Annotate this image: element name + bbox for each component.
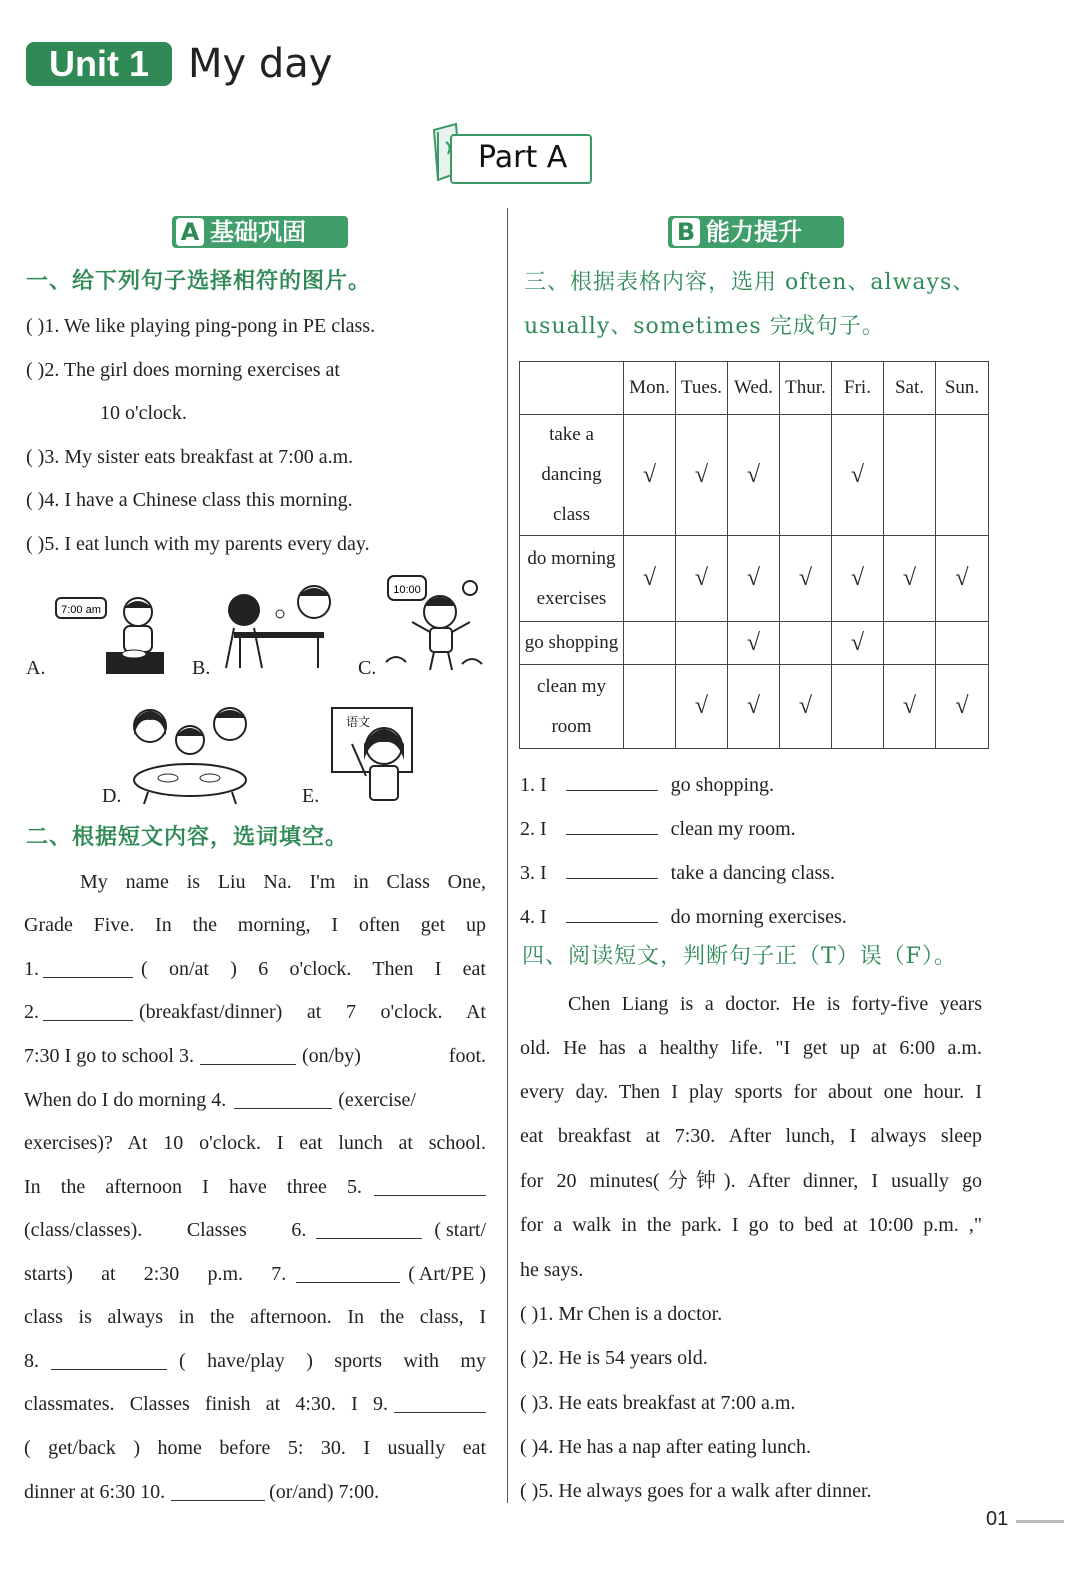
- day-header: Sun.: [936, 362, 989, 415]
- q2-line-4: [24, 998, 486, 1026]
- q4-passage-line-7: he says.: [520, 1259, 584, 1281]
- q2-line-6-post: (exercise/: [338, 1089, 416, 1111]
- page-number-rule: [1016, 1520, 1064, 1523]
- tick-cell: √: [884, 536, 936, 622]
- q2-line-12-pre: 8.: [24, 1350, 39, 1372]
- picture-b-pingpong: [220, 584, 338, 680]
- activity-cell: [520, 536, 624, 622]
- picture-c-label: C.: [358, 657, 377, 679]
- tick-cell: √: [884, 665, 936, 749]
- q2-line-10: [24, 1260, 486, 1288]
- q2-line-15-post: (or/and) 7:00.: [269, 1481, 380, 1503]
- q4-passage-line-5: for 20 minutes(分钟). After dinner, I usually go: [520, 1170, 982, 1192]
- section-b-badge: [668, 216, 844, 248]
- section-b-title: 能力提升: [706, 218, 802, 246]
- q2-line-11: class is always in the afternoon. In the class, I: [24, 1306, 486, 1328]
- tick-cell: √: [936, 665, 989, 749]
- q2-line-8-pre: In the afternoon I have three 5.: [24, 1176, 362, 1198]
- tick-cell: √: [832, 536, 884, 622]
- empty-cell: [832, 665, 884, 749]
- picture-e-chinese-class: [330, 704, 416, 804]
- column-divider: [507, 208, 508, 1503]
- q3-heading-line1: 三、根据表格内容，选用 often、always、: [524, 270, 976, 295]
- day-header: Thur.: [780, 362, 832, 415]
- q2-line-6: [24, 1086, 486, 1114]
- schedule-table: [519, 361, 989, 749]
- q4-item-5: ( )5. He always goes for a walk after dinner.: [520, 1480, 872, 1502]
- section-b-letter: B: [672, 218, 700, 246]
- picture-d-label: D.: [102, 785, 122, 807]
- q4-passage-line-6: for a walk in the park. I go to bed at 10:00 p.m. ,": [520, 1214, 982, 1236]
- q3-blank-2[interactable]: [566, 812, 658, 835]
- q3-heading-line2: usually、sometimes 完成句子。: [524, 314, 885, 339]
- q4-passage-line-2: old. He has a healthy life. "I get up at 6:00 a.m.: [520, 1037, 982, 1059]
- part-label: Part A: [478, 140, 568, 175]
- q4-item-1: ( )1. Mr Chen is a doctor.: [520, 1303, 723, 1325]
- activity-line: dancing: [541, 464, 602, 485]
- section-a-title: 基础巩固: [210, 218, 306, 246]
- q2-line-13-pre: classmates. Classes finish at 4:30. I 9.: [24, 1393, 388, 1415]
- q2-blank-2[interactable]: [43, 998, 133, 1021]
- empty-cell: [936, 622, 989, 665]
- activity-cell: [520, 415, 624, 536]
- tick-cell: √: [780, 665, 832, 749]
- q4-passage-line-1: Chen Liang is a doctor. He is forty-five years: [568, 993, 982, 1015]
- activity-line: clean my: [536, 675, 607, 697]
- q1-item-1: ( )1. We like playing ping-pong in PE class.: [26, 315, 376, 337]
- q1-item-4: ( )4. I have a Chinese class this morning.: [26, 489, 353, 511]
- q3-sentence-4-rest: do morning exercises.: [670, 906, 847, 928]
- activity-line: go shopping: [524, 632, 619, 653]
- tick-cell: √: [832, 415, 884, 536]
- q2-line-15: [24, 1478, 486, 1506]
- q3-blank-4[interactable]: [566, 900, 658, 923]
- day-header: Tues.: [676, 362, 728, 415]
- q2-line-12: [24, 1347, 486, 1375]
- tick-cell: √: [676, 536, 728, 622]
- day-header: Fri.: [832, 362, 884, 415]
- q3-sentence-2-num: 2. I: [520, 818, 547, 840]
- section-a-badge: [172, 216, 348, 248]
- q2-line-3: [24, 955, 486, 983]
- q2-line-10-pre: starts) at 2:30 p.m. 7.: [24, 1263, 287, 1285]
- empty-cell: [780, 415, 832, 536]
- q3-sentence-4: [520, 900, 847, 931]
- empty-cell: [624, 622, 676, 665]
- empty-cell: [624, 665, 676, 749]
- picture-c-exercise: [384, 572, 488, 676]
- board-text: 语文: [346, 715, 371, 729]
- q2-line-2: Grade Five. In the morning, I often get up: [24, 914, 486, 936]
- q2-line-8: [24, 1173, 486, 1201]
- q1-item-5: ( )5. I eat lunch with my parents every day.: [26, 533, 370, 555]
- tick-cell: √: [676, 415, 728, 536]
- q2-line-3-pre: 1.: [24, 958, 39, 980]
- tick-cell: √: [780, 536, 832, 622]
- q4-item-3: ( )3. He eats breakfast at 7:00 a.m.: [520, 1392, 796, 1414]
- table-corner-cell: [520, 362, 624, 415]
- q2-line-13: [24, 1390, 486, 1418]
- q4-item-4: ( )4. He has a nap after eating lunch.: [520, 1436, 811, 1458]
- q2-line-5-post: (on/by) foot.: [302, 1045, 486, 1067]
- activity-cell: [520, 622, 624, 665]
- q2-line-4-pre: 2.: [24, 1001, 39, 1023]
- q2-line-5: [24, 1042, 486, 1070]
- q2-line-3-post: ( on/at ) 6 o'clock. Then I eat: [141, 958, 486, 980]
- tick-cell: √: [832, 622, 884, 665]
- tick-cell: √: [936, 536, 989, 622]
- q3-blank-1[interactable]: [566, 768, 658, 791]
- q1-item-3: ( )3. My sister eats breakfast at 7:00 a.m.: [26, 446, 354, 468]
- q4-item-2: ( )2. He is 54 years old.: [520, 1347, 708, 1369]
- q3-sentence-3-rest: take a dancing class.: [670, 862, 836, 884]
- q3-sentence-2: [520, 812, 796, 843]
- q3-sentence-1-num: 1. I: [520, 774, 547, 796]
- table-row: [520, 536, 989, 622]
- tick-cell: √: [624, 415, 676, 536]
- activity-line: exercises: [536, 587, 607, 609]
- picture-e-label: E.: [302, 785, 320, 807]
- q2-blank-3[interactable]: [200, 1042, 296, 1065]
- tick-cell: √: [728, 622, 780, 665]
- picture-b-label: B.: [192, 657, 211, 679]
- tick-cell: √: [676, 665, 728, 749]
- empty-cell: [884, 622, 936, 665]
- section-a-letter: A: [176, 218, 204, 246]
- empty-cell: [780, 622, 832, 665]
- q2-line-15-pre: dinner at 6:30 10.: [24, 1481, 166, 1503]
- table-row: [520, 665, 989, 749]
- clock-c-text: 10:00: [393, 584, 421, 596]
- table-row: [520, 622, 989, 665]
- q1-heading: 一、给下列句子选择相符的图片。: [26, 268, 372, 294]
- q2-blank-9[interactable]: [394, 1390, 486, 1413]
- q3-sentence-1-rest: go shopping.: [670, 774, 775, 796]
- q3-sentence-4-num: 4. I: [520, 906, 547, 928]
- q2-line-9-post: ( start/: [434, 1219, 486, 1241]
- q2-blank-1[interactable]: [43, 955, 133, 978]
- table-header-row: [520, 362, 989, 415]
- q4-passage-line-3: every day. Then I play sports for about one hour. I: [520, 1081, 982, 1103]
- tick-cell: √: [728, 536, 780, 622]
- q2-line-1: My name is Liu Na. I'm in Class One,: [80, 871, 486, 893]
- q4-heading: 四、阅读短文，判断句子正（T）误（F）。: [522, 944, 957, 969]
- clock-a-text: 7:00 am: [61, 604, 101, 616]
- tick-cell: √: [624, 536, 676, 622]
- day-header: Mon.: [624, 362, 676, 415]
- activity-cell: [520, 665, 624, 749]
- tick-cell: √: [728, 415, 780, 536]
- q2-line-12-post: ( have/play ) sports with my: [179, 1350, 486, 1372]
- q2-line-7: exercises)? At 10 o'clock. I eat lunch at school.: [24, 1132, 486, 1154]
- q1-item-2-cont: 10 o'clock.: [100, 402, 187, 424]
- activity-line: do morning: [527, 547, 616, 569]
- picture-a-label: A.: [26, 657, 46, 679]
- activity-line: class: [553, 504, 590, 525]
- q2-heading: 二、根据短文内容，选词填空。: [26, 824, 349, 850]
- q2-blank-5[interactable]: [374, 1173, 486, 1196]
- activity-line: room: [551, 715, 592, 737]
- q3-sentence-1: [520, 768, 774, 799]
- q3-sentence-3-num: 3. I: [520, 862, 547, 884]
- unit-title: My day: [188, 41, 333, 87]
- activity-line: take a: [549, 424, 594, 445]
- q2-line-4-post: (breakfast/dinner) at 7 o'clock. At: [139, 1001, 486, 1023]
- q3-blank-3[interactable]: [566, 856, 658, 879]
- q2-blank-7[interactable]: [296, 1260, 400, 1283]
- empty-cell: [676, 622, 728, 665]
- q2-blank-6[interactable]: [316, 1216, 422, 1239]
- page-number: 01: [986, 1508, 1009, 1530]
- empty-cell: [884, 415, 936, 536]
- day-header: Sat.: [884, 362, 936, 415]
- q2-blank-4[interactable]: [234, 1086, 332, 1109]
- q2-line-14: ( get/back ) home before 5: 30. I usually eat: [24, 1437, 486, 1459]
- q2-line-9-pre: (class/classes). Classes 6.: [24, 1219, 307, 1241]
- q2-blank-10[interactable]: [171, 1478, 265, 1501]
- q2-line-10-post: ( Art/PE ): [408, 1263, 486, 1285]
- q3-sentence-2-rest: clean my room.: [670, 818, 796, 840]
- q1-item-2: ( )2. The girl does morning exercises at: [26, 359, 340, 381]
- picture-d-family-lunch: [128, 700, 250, 804]
- q4-passage-line-4: eat breakfast at 7:30. After lunch, I always sleep: [520, 1125, 982, 1147]
- q2-line-5-pre: 7:30 I go to school 3.: [24, 1045, 194, 1067]
- picture-a-breakfast: [54, 592, 174, 680]
- q3-sentence-3: [520, 856, 835, 887]
- unit-badge: Unit 1: [26, 42, 172, 86]
- day-header: Wed.: [728, 362, 780, 415]
- tick-cell: √: [728, 665, 780, 749]
- q2-line-6-pre: When do I do morning 4.: [24, 1089, 227, 1111]
- q2-line-9: [24, 1216, 486, 1244]
- empty-cell: [936, 415, 989, 536]
- q2-blank-8[interactable]: [51, 1347, 167, 1370]
- table-row: [520, 415, 989, 536]
